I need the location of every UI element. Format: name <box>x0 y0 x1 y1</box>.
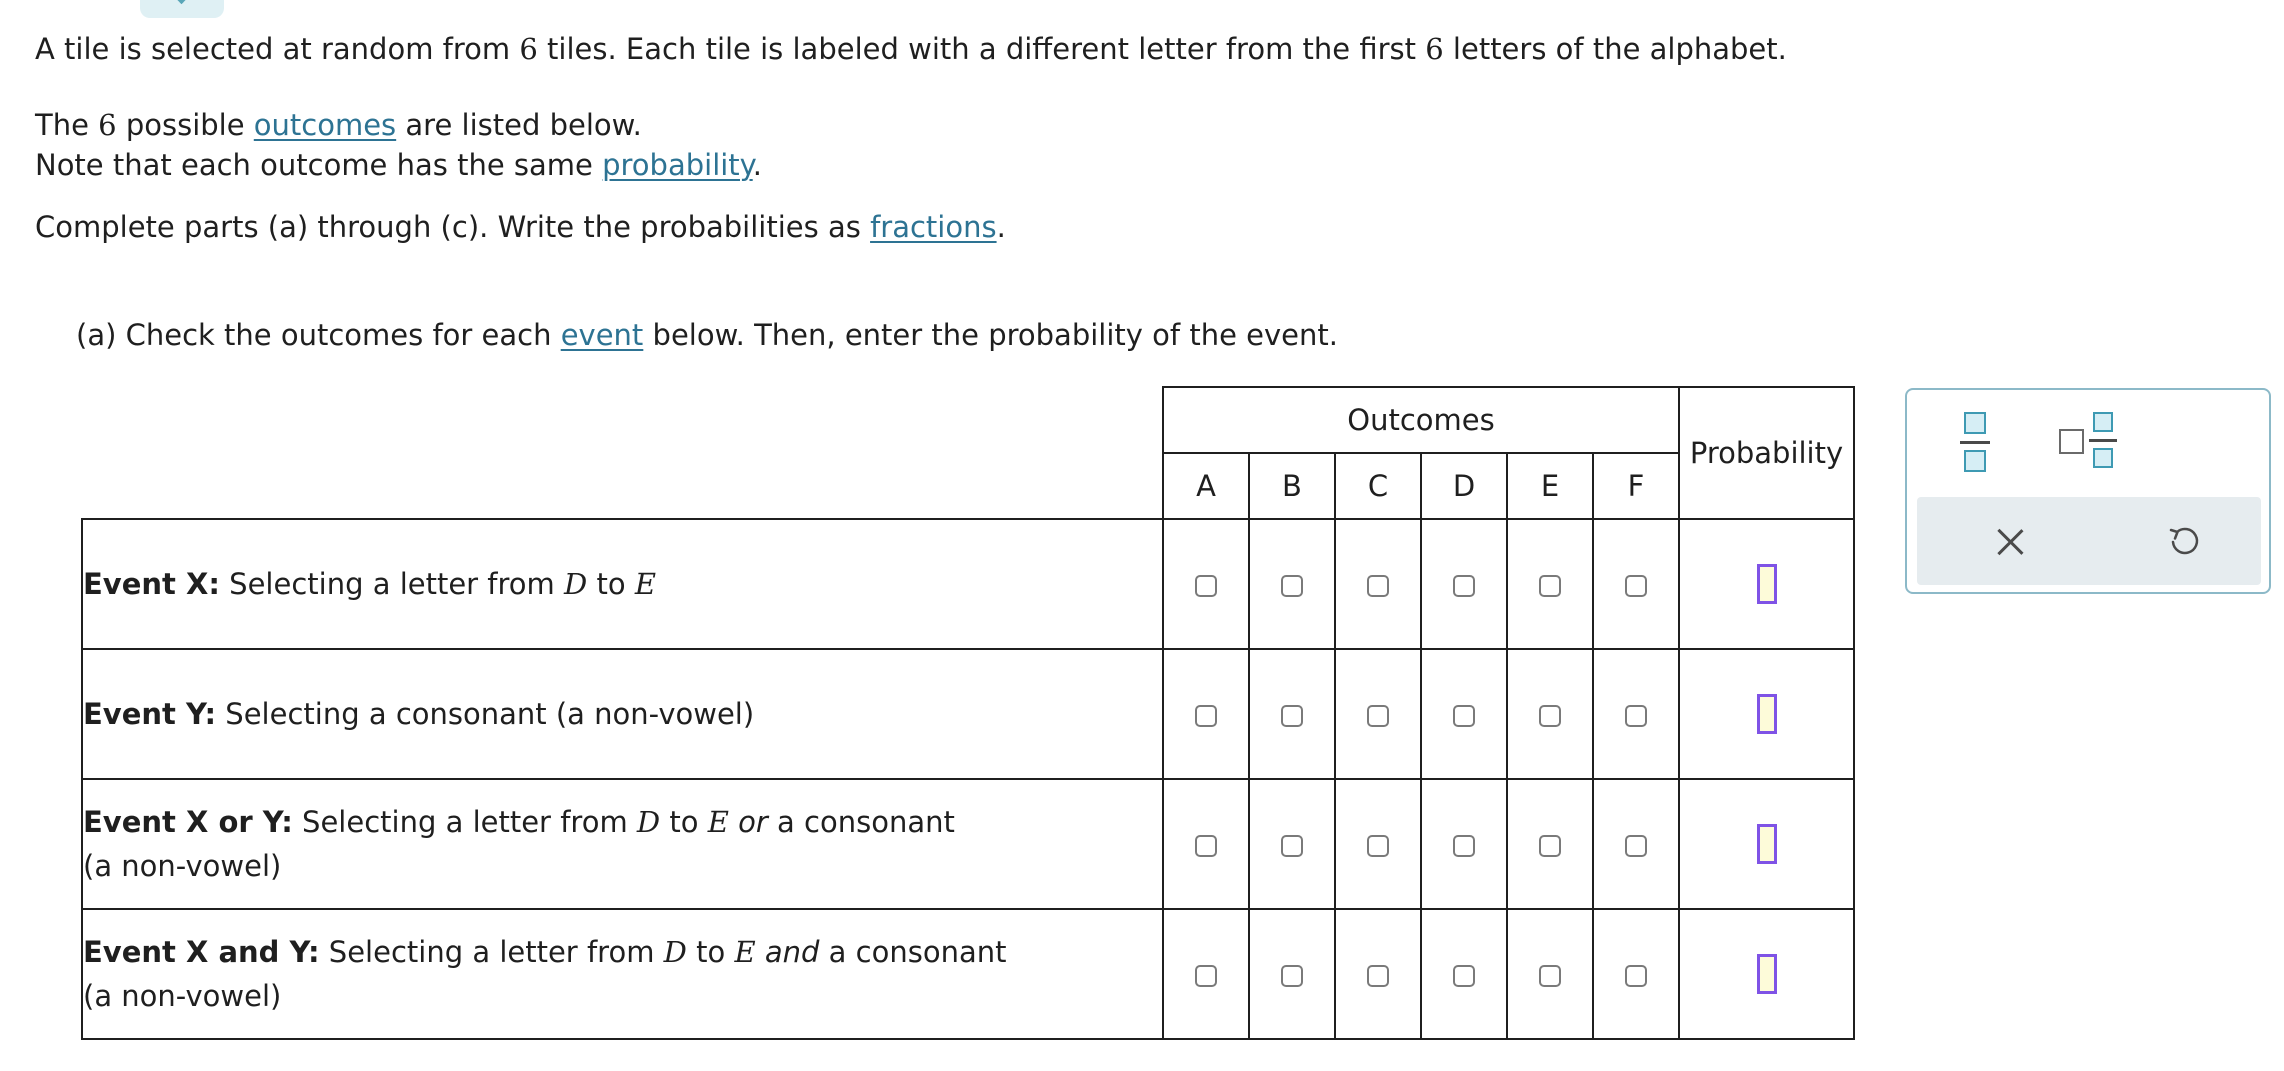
event-y-checkbox-e[interactable] <box>1539 705 1561 727</box>
event-x-and-y-checkbox-c[interactable] <box>1367 965 1389 987</box>
outcome-header-b: B <box>1249 453 1335 519</box>
palette-tools-bar <box>1917 497 2261 585</box>
event-y-probability-input[interactable] <box>1757 694 1777 734</box>
event-x-checkbox-f[interactable] <box>1625 575 1647 597</box>
event-x-or-y-label: Event X or Y: Selecting a letter from D to E or a consonant (a non-vowel) <box>82 779 1163 909</box>
undo-icon[interactable] <box>2167 525 2201 559</box>
event-x-or-y-probability-input[interactable] <box>1757 824 1777 864</box>
event-y-checkbox-b[interactable] <box>1281 705 1303 727</box>
event-link[interactable]: event <box>560 318 644 352</box>
intro-line-4: Complete parts (a) through (c). Write the probabilities as fractions. <box>35 210 1006 244</box>
fraction-icon[interactable] <box>1955 412 1995 474</box>
event-y-checkbox-c[interactable] <box>1367 705 1389 727</box>
fractions-link[interactable]: fractions <box>870 210 997 244</box>
event-x-and-y-checkbox-a[interactable] <box>1195 965 1217 987</box>
event-x-or-y-checkbox-b[interactable] <box>1281 835 1303 857</box>
outcomes-header: Outcomes <box>1163 387 1679 453</box>
intro-line-1: A tile is selected at random from 6 tiles. Each tile is labeled with a different letter from the first 6 letters of the alphabet. <box>35 32 1787 66</box>
part-a-instructions: (a) Check the outcomes for each event below. Then, enter the probability of the event. <box>76 318 1338 352</box>
event-x-checkbox-a[interactable] <box>1195 575 1217 597</box>
event-x-or-y-checkbox-e[interactable] <box>1539 835 1561 857</box>
outcomes-link[interactable]: outcomes <box>253 108 397 142</box>
event-y-checkbox-a[interactable] <box>1195 705 1217 727</box>
event-y-checkbox-f[interactable] <box>1625 705 1647 727</box>
intro-line-3: Note that each outcome has the same probability. <box>35 148 762 182</box>
event-x-probability-input[interactable] <box>1757 564 1777 604</box>
table-row <box>82 649 1854 779</box>
event-x-and-y-label: Event X and Y: Selecting a letter from D to E and a consonant (a non-vowel) <box>82 909 1163 1039</box>
event-x-or-y-checkbox-a[interactable] <box>1195 835 1217 857</box>
event-x-or-y-checkbox-f[interactable] <box>1625 835 1647 857</box>
table-row <box>82 779 1854 909</box>
outcome-header-a: A <box>1163 453 1249 519</box>
outcome-header-c: C <box>1335 453 1421 519</box>
intro-line-2: The 6 possible outcomes are listed below. <box>35 108 642 142</box>
outcomes-table <box>81 386 1855 1040</box>
table-corner <box>82 387 1163 453</box>
event-x-and-y-checkbox-e[interactable] <box>1539 965 1561 987</box>
outcome-header-d: D <box>1421 453 1507 519</box>
mixed-number-icon[interactable] <box>2055 412 2125 474</box>
event-x-or-y-checkbox-d[interactable] <box>1453 835 1475 857</box>
outcome-header-f: F <box>1593 453 1679 519</box>
event-x-and-y-checkbox-b[interactable] <box>1281 965 1303 987</box>
event-x-and-y-checkbox-d[interactable] <box>1453 965 1475 987</box>
probability-link[interactable]: probability <box>602 148 753 182</box>
event-x-checkbox-b[interactable] <box>1281 575 1303 597</box>
table-row <box>82 909 1854 1039</box>
event-y-checkbox-d[interactable] <box>1453 705 1475 727</box>
event-x-or-y-checkbox-c[interactable] <box>1367 835 1389 857</box>
event-y-label: Event Y: Selecting a consonant (a non-vowel) <box>82 649 1163 779</box>
event-x-checkbox-d[interactable] <box>1453 575 1475 597</box>
math-palette <box>1905 388 2271 594</box>
event-x-and-y-checkbox-f[interactable] <box>1625 965 1647 987</box>
table-row <box>82 519 1854 649</box>
event-x-checkbox-c[interactable] <box>1367 575 1389 597</box>
probability-header: Probability <box>1679 387 1854 519</box>
clear-icon[interactable] <box>1995 527 2025 557</box>
event-x-checkbox-e[interactable] <box>1539 575 1561 597</box>
event-x-label: Event X: Selecting a letter from D to E <box>82 519 1163 649</box>
collapse-tab[interactable] <box>140 0 224 18</box>
chevron-down-icon <box>171 0 192 4</box>
outcome-header-e: E <box>1507 453 1593 519</box>
event-x-and-y-probability-input[interactable] <box>1757 954 1777 994</box>
